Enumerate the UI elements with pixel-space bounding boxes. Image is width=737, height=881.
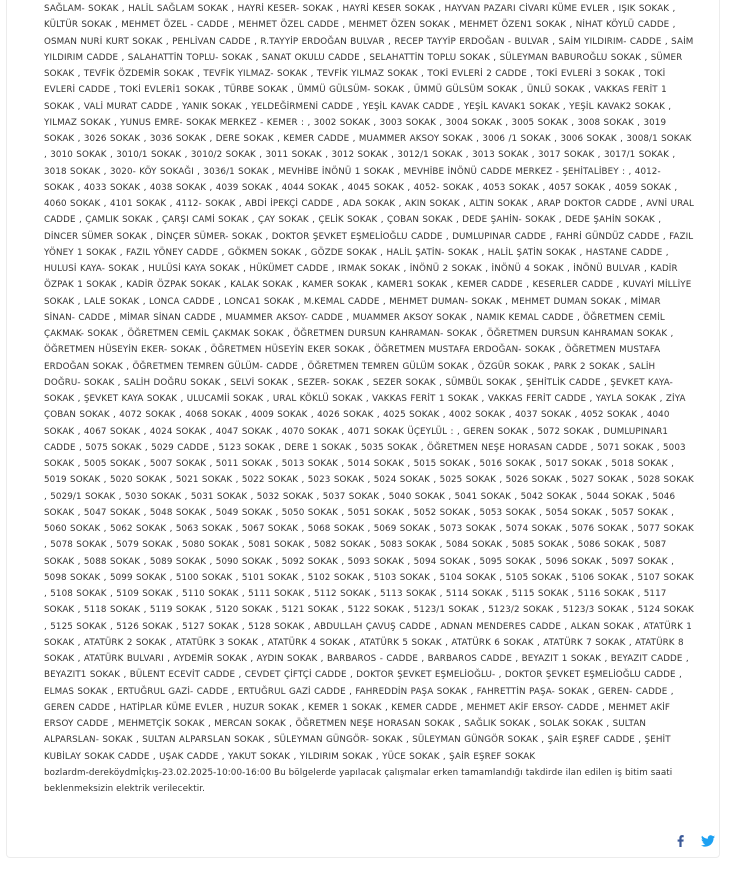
facebook-icon (677, 835, 684, 847)
outage-note: bozlardm-dereköydmİçkış-23.02.2025-10:00-16:00 Bu bölgelerde yapılacak çalışmalar erken tamamlandığı takdirde ilan edilen iş bitim saati beklenmeksizin elektrik verilecektir. (44, 767, 673, 794)
facebook-share-button[interactable] (673, 834, 687, 848)
article-body (44, 1, 694, 797)
twitter-share-button[interactable] (701, 834, 715, 848)
article-card (6, 0, 720, 858)
share-bar (673, 834, 715, 848)
twitter-icon (701, 835, 715, 847)
street-list: SAĞLAM- SOKAK , HALİL SAĞLAM SOKAK , HAYRİ KESER- SOKAK , HAYRİ KESER SOKAK , HAYVAN PAZARI CİVARI KÜME EVLER , IŞIK SOKAK , KÜLTÜR SOKAK , MEHMET ÖZEL - CADDE , MEHMET ÖZEL CADDE , MEHMET ÖZEN SOKAK , MEHMET ÖZEN1 SOKAK , NİHAT KÖYLÜ CADDE , OSMAN NURİ KURT SOKAK , PEHLİVAN CADDE , R.TAYYİP ERDOĞAN BULVAR , RECEP TAYYİP ERDOĞAN - BULVAR , SAİM YILDIRIM- CADDE , SAİM YILDIRIM CADDE , SALAHATTİN TOPLU- SOKAK , SANAT OKULU CADDE , SELAHATTİN TOPLU SOKAK , SÜLEYMAN BABUROĞLU SOKAK , SÜMER SOKAK , TEVFİK ÖZDEMİR SOKAK , TEVFİK YILMAZ- SOKAK , TEVFİK YILMAZ SOKAK , TOKİ EVLERİ 2 CADDE , TOKİ EVLERİ 3 SOKAK , TOKİ EVLERİ CADDE , TOKİ EVLERİ1 SOKAK , TÜRBE SOKAK , ÜMMÜ GÜLSÜM- SOKAK , ÜMMÜ GÜLSÜM SOKAK , ÜNLÜ SOKAK , VAKKAS FERİT 1 SOKAK , VALİ MURAT CADDE , YANIK SOKAK , YELDEĞİRMENİ CADDE , YEŞİL KAVAK CADDE , YEŞİL KAVAK1 SOKAK , YEŞİL KAVAK2 SOKAK , YILMAZ SOKAK , YUNUS EMRE- SOKAK MERKEZ - KEMER : , 3002 SOKAK , 3003 SOKAK , 3004 SOKAK , 3005 SOKAK , 3008 SOKAK , 3019 SOKAK , 3026 SOKAK , 3036 SOKAK , DERE SOKAK , KEMER CADDE , MUAMMER AKSOY SOKAK , 3006 /1 SOKAK , 3006 SOKAK , 3008/1 SOKAK , 3010 SOKAK , 3010/1 SOKAK , 3010/2 SOKAK , 3011 SOKAK , 3012 SOKAK , 3012/1 SOKAK , 3013 SOKAK , 3017 SOKAK , 3017/1 SOKAK , 3018 SOKAK , 3020- KÖY SOKAĞI , 3036/1 SOKAK , MEVHİBE İNÖNÜ 1 SOKAK , MEVHİBE İNÖNÜ CADDE MERKEZ - ŞEHİTALİBEY : , 4012- SOKAK , 4033 SOKAK , 4038 SOKAK , 4039 SOKAK , 4044 SOKAK , 4045 SOKAK , 4052- SOKAK , 4053 SOKAK , 4057 SOKAK , 4059 SOKAK , 4060 SOKAK , 4101 SOKAK , 4112- SOKAK , ABDİ İPEKÇİ CADDE , ADA SOKAK , AKIN SOKAK , ALTIN SOKAK , ARAP DOKTOR CADDE , AVNİ URAL CADDE , ÇAMLIK SOKAK , ÇARŞI CAMİ SOKAK , ÇAY SOKAK , ÇELİK SOKAK , ÇOBAN SOKAK , DEDE ŞAHİN- SOKAK , DEDE ŞAHİN SOKAK , DİNCER SÜMER SOKAK , DİNÇER SÜMER- SOKAK , DOKTOR ŞEVKET EŞMELİOĞLU CADDE , DUMLUPINAR CADDE , FAHRİ GÜNDÜZ CADDE , FAZIL YÖNEY 1 SOKAK , FAZIL YÖNEY CADDE , GÖKMEN SOKAK , GÖZDE SOKAK , HALİL ŞATİN- SOKAK , HALİL ŞATİN SOKAK , HASTANE CADDE , HULUSİ KAYA- SOKAK , HULÜSİ KAYA SOKAK , HÜKÜMET CADDE , IRMAK SOKAK , İNÖNÜ 2 SOKAK , İNÖNÜ 4 SOKAK , İNÖNÜ BULVAR , KADİR ÖZPAK 1 SOKAK , KADİR ÖZPAK SOKAK , KALAK SOKAK , KAMER SOKAK , KAMER1 SOKAK , KEMER CADDE , KESERLER CADDE , KUVAYİ MİLLİYE SOKAK , LALE SOKAK , LONCA CADDE , LONCA1 SOKAK , M.KEMAL CADDE , MEHMET DUMAN- SOKAK , MEHMET DUMAN SOKAK , MİMAR SİNAN- CADDE , MİMAR SİNAN CADDE , MUAMMER AKSOY- CADDE , MUAMMER AKSOY SOKAK , NAMIK KEMAL CADDE , ÖĞRETMEN CEMİL ÇAKMAK- SOKAK , ÖĞRETMEN CEMİL ÇAKMAK SOKAK , ÖĞRETMEN DURSUN KAHRAMAN- SOKAK , ÖĞRETMEN DURSUN KAHRAMAN SOKAK , ÖĞRETMEN HÜSEYİN EKER- SOKAK , ÖĞRETMEN HÜSEYİN EKER SOKAK , ÖĞRETMEN MUSTAFA ERDOĞAN- SOKAK , ÖĞRETMEN MUSTAFA ERDOĞAN SOKAK , ÖĞRETMEN TEMREN GÜLÜM- CADDE , ÖĞRETMEN TEMREN GÜLÜM SOKAK , ÖZGÜR SOKAK , PARK 2 SOKAK , SALİH DOĞRU- SOKAK , SALİH DOĞRU SOKAK , SELVİ SOKAK , SEZER- SOKAK , SEZER SOKAK , SÜMBÜL SOKAK , ŞEHİTLİK CADDE , ŞEVKET KAYA- SOKAK , ŞEVKET KAYA SOKAK , ULUCAMİİ SOKAK , URAL KÖKLÜ SOKAK , VAKKAS FERİT 1 SOKAK , VAKKAS FERİT CADDE , YAYLA SOKAK , ZİYA ÇOBAN SOKAK , 4072 SOKAK , 4068 SOKAK , 4009 SOKAK , 4026 SOKAK , 4025 SOKAK , 4002 SOKAK , 4037 SOKAK , 4052 SOKAK , 4040 SOKAK , 4067 SOKAK , 4024 SOKAK , 4047 SOKAK , 4070 SOKAK , 4071 SOKAK ÜÇEYLÜL : , GEREN SOKAK , 5072 SOKAK , DUMLUPINAR1 CADDE , 5075 SOKAK , 5029 CADDE , 5123 SOKAK , DERE 1 SOKAK , 5035 SOKAK , ÖĞRETMEN NEŞE HORASAN CADDE , 5071 SOKAK , 5003 SOKAK , 5005 SOKAK , 5007 SOKAK , 5011 SOKAK , 5013 SOKAK , 5014 SOKAK , 5015 SOKAK , 5016 SOKAK , 5017 SOKAK , 5018 SOKAK , 5019 SOKAK , 5020 SOKAK , 5021 SOKAK , 5022 SOKAK , 5023 SOKAK , 5024 SOKAK , 5025 SOKAK , 5026 SOKAK , 5027 SOKAK , 5028 SOKAK , 5029/1 SOKAK , 5030 SOKAK , 5031 SOKAK , 5032 SOKAK , 5037 SOKAK , 5040 SOKAK , 5041 SOKAK , 5042 SOKAK , 5044 SOKAK , 5046 SOKAK , 5047 SOKAK , 5048 SOKAK , 5049 SOKAK , 5050 SOKAK , 5051 SOKAK , 5052 SOKAK , 5053 SOKAK , 5054 SOKAK , 5057 SOKAK , 5060 SOKAK , 5062 SOKAK , 5063 SOKAK , 5067 SOKAK , 5068 SOKAK , 5069 SOKAK , 5073 SOKAK , 5074 SOKAK , 5076 SOKAK , 5077 SOKAK , 5078 SOKAK , 5079 SOKAK , 5080 SOKAK , 5081 SOKAK , 5082 SOKAK , 5083 SOKAK , 5084 SOKAK , 5085 SOKAK , 5086 SOKAK , 5087 SOKAK , 5088 SOKAK , 5089 SOKAK , 5090 SOKAK , 5092 SOKAK , 5093 SOKAK , 5094 SOKAK , 5095 SOKAK , 5096 SOKAK , 5097 SOKAK , 5098 SOKAK , 5099 SOKAK , 5100 SOKAK , 5101 SOKAK , 5102 SOKAK , 5103 SOKAK , 5104 SOKAK , 5105 SOKAK , 5106 SOKAK , 5107 SOKAK , 5108 SOKAK , 5109 SOKAK , 5110 SOKAK , 5111 SOKAK , 5112 SOKAK , 5113 SOKAK , 5114 SOKAK , 5115 SOKAK , 5116 SOKAK , 5117 SOKAK , 5118 SOKAK , 5119 SOKAK , 5120 SOKAK , 5121 SOKAK , 5122 SOKAK , 5123/1 SOKAK , 5123/2 SOKAK , 5123/3 SOKAK , 5124 SOKAK , 5125 SOKAK , 5126 SOKAK , 5127 SOKAK , 5128 SOKAK , ABDULLAH ÇAVUŞ CADDE , ADNAN MENDERES CADDE , ALKAN SOKAK , ATATÜRK 1 SOKAK , ATATÜRK 2 SOKAK , ATATÜRK 3 SOKAK , ATATÜRK 4 SOKAK , ATATÜRK 5 SOKAK , ATATÜRK 6 SOKAK , ATATÜRK 7 SOKAK , ATATÜRK 8 SOKAK , ATATÜRK BULVARI , AYDEMİR SOKAK , AYDIN SOKAK , BARBAROS - CADDE , BARBAROS CADDE , BEYAZIT 1 SOKAK , BEYAZIT CADDE , BEYAZIT1 SOKAK , BÜLENT ECEVİT CADDE , CEVDET ÇİFTÇİ CADDE , DOKTOR ŞEVKET EŞMELİOĞLU- , DOKTOR ŞEVKET EŞMELİOĞLU CADDE , ELMAS SOKAK , ERTUĞRUL GAZİ- CADDE , ERTUĞRUL GAZİ CADDE , FAHREDDİN PAŞA SOKAK , FAHRETTİN PAŞA- SOKAK , GEREN- CADDE , GEREN CADDE , HATİPLAR KÜME EVLER , HUZUR SOKAK , KEMER 1 SOKAK , KEMER CADDE , MEHMET AKİF ERSOY- CADDE , MEHMET AKİF ERSOY CADDE , MEHMETÇİK SOKAK , MERCAN SOKAK , ÖĞRETMEN NEŞE HORASAN SOKAK , SAĞLIK SOKAK , SOLAK SOKAK , SULTAN ALPARSLAN- SOKAK , SULTAN ALPARSLAN SOKAK , SÜLEYMAN GÜNGÖR- SOKAK , SÜLEYMAN GÜNGÖR SOKAK , ŞAİR EŞREF CADDE , ŞEHİT KUBİLAY SOKAK CADDE , UŞAK CADDE , YAKUT SOKAK , YILDIRIM SOKAK , YÜCE SOKAK , ŞAİR EŞREF SOKAK (44, 4, 694, 762)
